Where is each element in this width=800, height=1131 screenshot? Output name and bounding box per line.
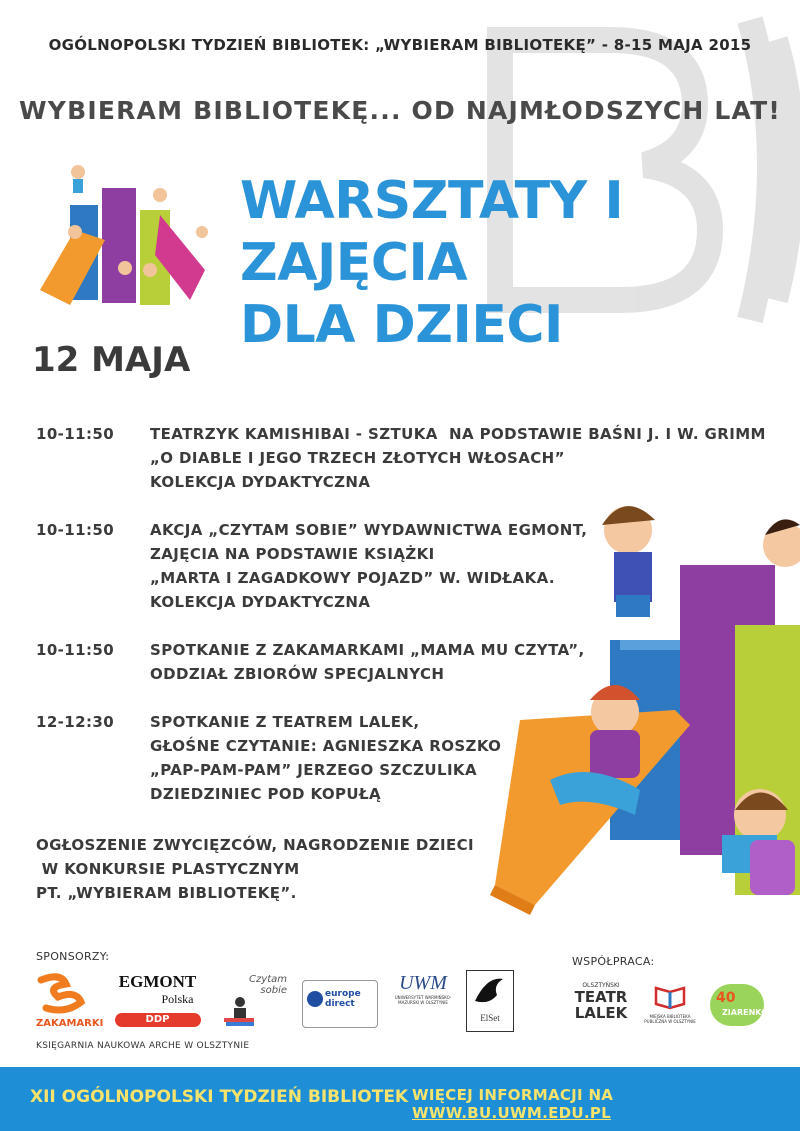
elset-logo [466, 970, 514, 1032]
kids-books-illustration-small [30, 160, 220, 310]
event-2-line: KOLEKCJA DYDAKTYCZNA [150, 593, 371, 611]
egmont-sub: Polska [161, 992, 194, 1006]
main-title-line2: DLA DZIECI [240, 295, 563, 355]
contest-announcement [36, 833, 474, 905]
main-title-line1: WARSZTATY I ZAJĘCIA [240, 171, 624, 293]
main-title [240, 170, 800, 356]
event-2-line: ZAJĘCIA NA PODSTAWIE KSIĄŻKI [150, 545, 435, 563]
event-date: 12 MAJA [32, 340, 191, 380]
event-1-time: 10-11:50 [36, 425, 115, 443]
event-1-desc [150, 422, 766, 494]
europe-direct-logo [302, 980, 378, 1028]
announcement-line: OGŁOSZENIE ZWYCIĘZCÓW, NAGRODZENIE DZIECI [36, 836, 475, 854]
event-1-line: KOLEKCJA DYDAKTYCZNA [150, 473, 371, 491]
uwm-sub: UNIWERSYTET WARMIŃSKO-MAZURSKI W OLSZTYNIE [394, 995, 452, 1005]
uwm-logo [392, 972, 454, 1005]
ziarenko-logo [706, 982, 768, 1030]
announcement-line: PT. „WYBIERAM BIBLIOTEKĘ”. [36, 884, 297, 902]
event-topline: OGÓLNOPOLSKI TYDZIEŃ BIBLIOTEK: „WYBIERAM BIBLIOTEKĘ” - 8-15 MAJA 2015 [48, 36, 752, 54]
teatr-text: TEATR LALEK [574, 988, 628, 1022]
event-2-line: „MARTA I ZAGADKOWY POJAZD” W. WIDŁAKA. [150, 569, 555, 587]
zakamarki-logo [36, 972, 104, 1034]
event-4-line: GŁOŚNE CZYTANIE: AGNIESZKA ROSZKO [150, 737, 502, 755]
elset-text: ElSet [480, 1013, 500, 1023]
eu-stars-icon [307, 991, 323, 1007]
event-4-line: „PAP-PAM-PAM” JERZEGO SZCZULIKA [150, 761, 477, 779]
event-1-line: TEATRZYK KAMISHIBAI - SZTUKA NA PODSTAWIE BAŚNI J. I W. GRIMM [150, 425, 766, 443]
zakamarki-icon [36, 972, 86, 1014]
arche-bookstore: KSIĘGARNIA NAUKOWA ARCHE W OLSZTYNIE [36, 1041, 250, 1051]
event-4-desc [150, 710, 501, 806]
footer-info-prefix: WIĘCEJ INFORMACJI NA [412, 1086, 614, 1104]
footer-info [412, 1086, 800, 1122]
egmont-logo [110, 972, 205, 1027]
egmont-text: EGMONT [118, 972, 197, 991]
elset-swan-icon [467, 971, 511, 1009]
zakamarki-text: ZAKAMARKI [36, 1018, 104, 1029]
footer-left-text: XII OGÓLNOPOLSKI TYDZIEŃ BIBLIOTEK [30, 1087, 409, 1107]
event-1-line: „O DIABLE I JEGO TRZECH ZŁOTYCH WŁOSACH” [150, 449, 565, 467]
event-2-time: 10-11:50 [36, 521, 115, 539]
teatr-lalek-logo [568, 982, 634, 1021]
sponsors-label: SPONSORZY: [36, 950, 110, 963]
footer-website-link[interactable]: WWW.BU.UWM.EDU.PL [412, 1104, 612, 1122]
event-3-line: ODDZIAŁ ZBIORÓW SPECJALNYCH [150, 665, 445, 683]
czytam-sobie-text: Czytam sobie [249, 974, 287, 996]
ziarenko-name: ZIARENKO [722, 1008, 768, 1017]
library-text: MIEJSKA BIBLIOTEKA PUBLICZNA W OLSZTYNIE [644, 1014, 696, 1024]
event-3-time: 10-11:50 [36, 641, 115, 659]
city-library-logo [642, 984, 698, 1024]
event-subtitle: WYBIERAM BIBLIOTEKĘ... OD NAJMŁODSZYCH LAT! [18, 96, 781, 125]
announcement-line: W KONKURSIE PLASTYCZNYM [36, 860, 300, 878]
cooperation-label: WSPÓŁPRACA: [572, 955, 655, 968]
library-book-icon [652, 984, 688, 1010]
teatr-top: OLSZTYŃSKI [582, 982, 620, 989]
event-2-line: AKCJA „CZYTAM SOBIE” WYDAWNICTWA EGMONT, [150, 521, 588, 539]
event-3-line: SPOTKANIE Z ZAKAMARKAMI „MAMA MU CZYTA”, [150, 641, 585, 659]
event-4-time: 12-12:30 [36, 713, 115, 731]
reading-figure-icon [222, 996, 258, 1026]
uwm-text: UWM [399, 972, 447, 994]
ddp-logo: DDP [115, 1013, 201, 1027]
event-4-line: DZIEDZINIEC POD KOPUŁĄ [150, 785, 382, 803]
europe-direct-text: europe direct [325, 989, 361, 1009]
event-4-line: SPOTKANIE Z TEATREM LALEK, [150, 713, 420, 731]
ziarenko-number: 40 [716, 990, 736, 1006]
kids-books-illustration-large [490, 490, 800, 920]
czytam-sobie-logo [222, 974, 287, 1034]
